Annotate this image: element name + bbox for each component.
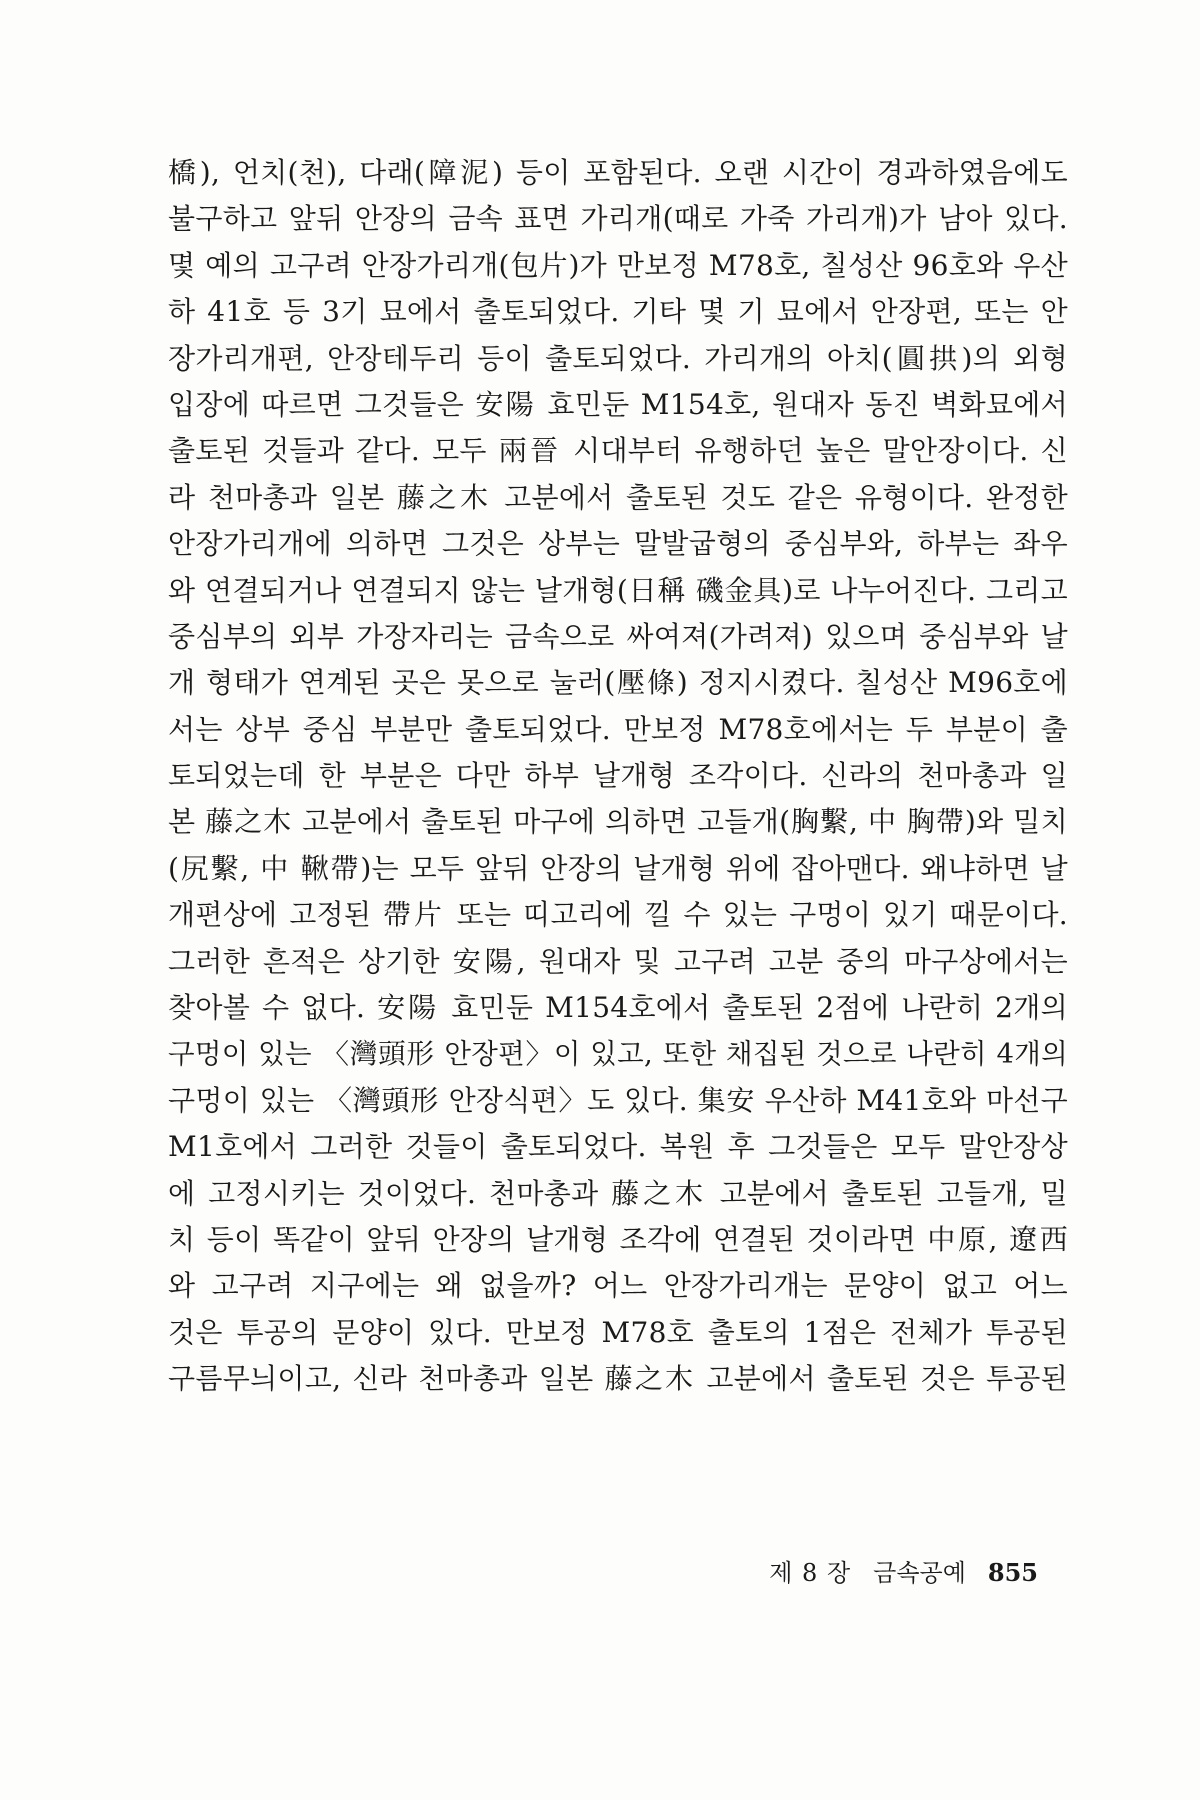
text-line: 찾아볼 수 없다. 安陽 효민둔 M154호에서 출토된 2점에 나란히 2개의 (168, 991, 1068, 1025)
text-line: 치 등이 똑같이 앞뒤 안장의 날개형 조각에 연결된 것이라면 中原, 遼西 (168, 1222, 1068, 1256)
text-line: 장가리개편, 안장테두리 등이 출토되었다. 가리개의 아치(圓拱)의 외형 (168, 341, 1068, 375)
text-line: 서는 상부 중심 부분만 출토되었다. 만보정 M78호에서는 두 부분이 출 (168, 712, 1068, 746)
text-line: 에 고정시키는 것이었다. 천마총과 藤之木 고분에서 출토된 고들개, 밀 (168, 1176, 1068, 1210)
text-line: 개 형태가 연계된 곳은 못으로 눌러(壓條) 정지시켰다. 칠성산 M96호에 (168, 666, 1068, 700)
text-line: 와 고구려 지구에는 왜 없을까? 어느 안장가리개는 문양이 없고 어느 (168, 1269, 1068, 1303)
text-line: 안장가리개에 의하면 그것은 상부는 말발굽형의 중심부와, 하부는 좌우 (168, 527, 1068, 561)
text-line: 것은 투공의 문양이 있다. 만보정 M78호 출토의 1점은 전체가 투공된 (168, 1315, 1068, 1349)
section-title: 금속공예 (873, 1559, 966, 1587)
text-line: M1호에서 그러한 것들이 출토되었다. 복원 후 그것들은 모두 말안장상 (168, 1130, 1068, 1164)
text-line: 개편상에 고정된 帶片 또는 띠고리에 낄 수 있는 구멍이 있기 때문이다. (168, 898, 1068, 932)
text-line: (尻繫, 中 鞦帶)는 모두 앞뒤 안장의 날개형 위에 잡아맨다. 왜냐하면 날 (168, 851, 1068, 885)
text-line: 구름무늬이고, 신라 천마총과 일본 藤之木 고분에서 출토된 것은 투공된 (168, 1362, 1068, 1396)
text-line: 중심부의 외부 가장자리는 금속으로 싸여져(가려져) 있으며 중심부와 날 (168, 619, 1068, 653)
text-line: 하 41호 등 3기 묘에서 출토되었다. 기타 몇 기 묘에서 안장편, 또는 안 (168, 295, 1068, 329)
page-footer (769, 1553, 1038, 1593)
text-line: 토되었는데 한 부분은 다만 하부 날개형 조각이다. 신라의 천마총과 일 (168, 759, 1068, 793)
text-line: 橋), 언치(천), 다래(障泥) 등이 포함된다. 오랜 시간이 경과하였음에도 (168, 156, 1068, 189)
text-line: 라 천마총과 일본 藤之木 고분에서 출토된 것도 같은 유형이다. 완정한 (168, 480, 1068, 514)
chapter-label: 제 8 장 (769, 1559, 852, 1587)
text-line: 구멍이 있는 〈灣頭形 안장편〉이 있고, 또한 채집된 것으로 나란히 4개의 (168, 1038, 1068, 1071)
page-number: 855 (987, 1558, 1038, 1587)
text-line: 불구하고 앞뒤 안장의 금속 표면 가리개(때로 가죽 가리개)가 남아 있다. (168, 202, 1068, 236)
text-line: 와 연결되거나 연결되지 않는 날개형(日稱 磯金具)로 나누어진다. 그리고 (168, 573, 1068, 607)
text-line: 구멍이 있는 〈灣頭形 안장식편〉도 있다. 集安 우산하 M41호와 마선구 (168, 1083, 1068, 1117)
text-line: 몇 예의 고구려 안장가리개(包片)가 만보정 M78호, 칠성산 96호와 우산 (168, 248, 1068, 282)
text-line: 출토된 것들과 같다. 모두 兩晉 시대부터 유행하던 높은 말안장이다. 신 (168, 434, 1068, 468)
text-line: 입장에 따르면 그것들은 安陽 효민둔 M154호, 원대자 동진 벽화묘에서 (168, 387, 1068, 421)
body-text (168, 150, 1068, 1403)
text-line: 본 藤之木 고분에서 출토된 마구에 의하면 고들개(胸繫, 中 胸帶)와 밀치 (168, 805, 1068, 839)
text-line: 그러한 흔적은 상기한 安陽, 원대자 및 고구려 고분 중의 마구상에서는 (168, 944, 1068, 978)
